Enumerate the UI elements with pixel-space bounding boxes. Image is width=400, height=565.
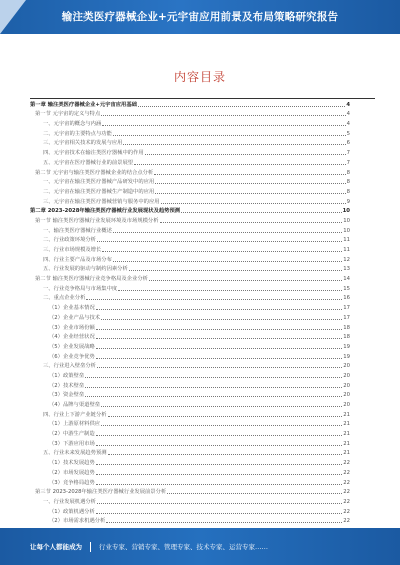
toc-entry-title: 一、输注类医疗器械行业概述 xyxy=(43,227,112,234)
toc-entry-title: （2）技术壁垒 xyxy=(49,382,85,389)
toc-entry-page: 5 xyxy=(346,130,350,137)
toc-entry-title: 第一节 输注类医疗器械行业发展环境及市场规模分析 xyxy=(35,217,159,224)
toc-dot-leader xyxy=(154,174,345,175)
toc-entry-title: （5）企业发展战略 xyxy=(49,343,95,350)
toc-entry-title: 四、行业主要产品及市场分布 xyxy=(43,256,112,263)
toc-entry[interactable] xyxy=(30,235,350,245)
toc-entry-title: （2）市场需求机遇分析 xyxy=(49,518,106,525)
toc-entry-title: 五、行业发展的驱动与制约因素分析 xyxy=(43,266,128,273)
toc-dot-leader xyxy=(155,193,345,194)
toc-entry-title: （1）技术发展趋势 xyxy=(49,460,95,467)
toc-entry[interactable] xyxy=(30,370,350,380)
toc-entry-title: （1）政策壁垒 xyxy=(49,372,85,379)
toc-entry[interactable] xyxy=(30,496,350,506)
toc-entry-title: 四、行业上下游产业链分析 xyxy=(43,411,107,418)
toc-entry-page: 21 xyxy=(343,411,350,418)
toc-entry-title: 五、行业未来发展趋势预测 xyxy=(43,450,107,457)
toc-entry-page: 7 xyxy=(346,159,350,166)
table-of-contents xyxy=(30,99,350,525)
toc-dot-leader xyxy=(85,396,342,397)
toc-entry-title: （2）市场发展趋势 xyxy=(49,469,95,476)
toc-entry[interactable] xyxy=(30,244,350,254)
toc-entry-page: 14 xyxy=(343,276,350,283)
toc-entry-page: 11 xyxy=(343,237,350,244)
toc-entry-page: 17 xyxy=(343,314,350,321)
toc-entry-page: 9 xyxy=(346,198,350,205)
toc-entry-page: 21 xyxy=(343,421,350,428)
toc-entry[interactable] xyxy=(30,428,350,438)
toc-entry[interactable] xyxy=(30,196,350,206)
toc-entry[interactable] xyxy=(30,380,350,390)
toc-entry-title: 三、行业市场规模及增长 xyxy=(43,247,102,253)
toc-entry[interactable] xyxy=(30,448,350,458)
toc-entry-title: 五、元宇宙在医疗器械行业的前景展望 xyxy=(43,159,134,166)
toc-dot-leader xyxy=(96,484,343,485)
toc-entry-title: （3）下游应用市场 xyxy=(49,440,95,447)
toc-entry-page: 10 xyxy=(342,208,350,215)
toc-entry[interactable] xyxy=(30,351,350,361)
toc-entry-page: 20 xyxy=(343,402,350,408)
toc-entry-title: 第二章 2023-2028年输注类医疗器械行业发展现状及趋势预测 xyxy=(30,208,181,215)
toc-entry-title: 三、元宇宙在输注类医疗器械营销与服务中的应用 xyxy=(43,198,160,205)
toc-entry-title: （1）企业基本情况 xyxy=(49,305,95,312)
toc-entry-page: 4 xyxy=(346,111,350,118)
toc-entry-page: 21 xyxy=(343,431,350,438)
toc-dot-leader xyxy=(96,464,343,465)
toc-entry[interactable] xyxy=(30,264,350,274)
toc-entry-page: 10 xyxy=(343,227,350,234)
toc-entry-title: （1）政策机遇分析 xyxy=(49,508,95,515)
toc-dot-leader xyxy=(96,445,343,446)
toc-entry[interactable] xyxy=(30,293,350,303)
toc-dot-leader xyxy=(108,454,343,455)
toc-entry-page: 22 xyxy=(343,479,350,486)
toc-entry[interactable] xyxy=(30,409,350,419)
toc-dot-leader xyxy=(97,241,342,242)
toc-dot-leader xyxy=(145,154,346,155)
toc-entry[interactable] xyxy=(30,177,350,187)
toc-dot-leader xyxy=(96,358,343,359)
toc-entry-title: 二、元宇宙的主要特点与功能 xyxy=(43,130,112,137)
toc-entry-title: 第二节 输注类医疗器械行业竞争格局及企业分析 xyxy=(35,276,148,283)
toc-entry[interactable] xyxy=(30,506,350,516)
footer-slogan xyxy=(30,542,268,552)
toc-dot-leader xyxy=(97,503,342,504)
toc-entry-page: 16 xyxy=(343,295,350,302)
toc-entry[interactable] xyxy=(30,457,350,467)
toc-entry-page: 21 xyxy=(343,440,350,447)
toc-entry-page: 20 xyxy=(343,392,350,399)
toc-dot-leader xyxy=(85,377,342,378)
toc-entry[interactable] xyxy=(30,138,350,148)
toc-entry[interactable] xyxy=(30,254,350,264)
toc-entry-page: 8 xyxy=(346,179,350,186)
toc-entry-title: 二、行业政策环境分析 xyxy=(43,237,96,244)
toc-entry-page: 20 xyxy=(343,372,350,379)
toc-entry-title: 一、行业发展机遇分析 xyxy=(43,498,96,505)
toc-entry-title: （3）企业市场份额 xyxy=(49,324,95,331)
toc-entry-page: 8 xyxy=(346,188,350,195)
toc-dot-leader xyxy=(102,125,345,126)
toc-entry[interactable] xyxy=(30,487,350,497)
toc-entry[interactable] xyxy=(30,302,350,312)
toc-entry[interactable] xyxy=(30,215,350,225)
toc-entry-page: 18 xyxy=(343,324,350,331)
toc-entry-page: 4 xyxy=(346,101,350,108)
toc-dot-leader xyxy=(149,280,342,281)
toc-dot-leader xyxy=(167,493,342,494)
toc-entry-title: 第一节 元宇宙的定义与特点 xyxy=(35,111,101,118)
toc-entry-title: 四、元宇宙技术在输注类医疗器械中的作用 xyxy=(43,150,144,157)
toc-entry-page: 19 xyxy=(343,343,350,350)
toc-entry-page: 7 xyxy=(346,150,350,157)
toc-entry[interactable] xyxy=(30,206,350,216)
toc-entry[interactable] xyxy=(30,399,350,409)
toc-entry-title: 三、行业进入壁垒分析 xyxy=(43,363,96,370)
report-header-bar xyxy=(0,0,400,34)
toc-dot-leader xyxy=(106,522,342,523)
toc-entry-title: （2）企业产品与技术 xyxy=(49,314,101,321)
toc-entry-page: 10 xyxy=(343,217,350,224)
toc-dot-leader xyxy=(96,513,343,514)
toc-dot-leader xyxy=(96,329,343,330)
toc-dot-leader xyxy=(123,144,345,145)
toc-entry[interactable] xyxy=(30,118,350,128)
toc-dot-leader xyxy=(86,299,342,300)
toc-entry[interactable] xyxy=(30,147,350,157)
toc-entry[interactable] xyxy=(30,361,350,371)
toc-entry[interactable] xyxy=(30,516,350,526)
toc-entry-title: 三、元宇宙相关技术的发展与应用 xyxy=(43,140,123,147)
toc-entry[interactable] xyxy=(30,477,350,487)
footer-separator xyxy=(90,542,91,552)
toc-dot-leader xyxy=(155,183,345,184)
toc-entry-title: 二、元宇宙在输注类医疗器械生产制造中的应用 xyxy=(43,188,155,195)
toc-dot-leader xyxy=(161,203,346,204)
toc-entry[interactable] xyxy=(30,332,350,342)
toc-entry-title: 二、重点企业分析 xyxy=(43,295,86,302)
toc-entry-page: 22 xyxy=(343,508,350,515)
toc-entry-title: （3）竞争格局趋势 xyxy=(49,479,95,486)
toc-entry-page: 20 xyxy=(343,382,350,389)
toc-dot-leader xyxy=(181,212,342,213)
toc-entry[interactable] xyxy=(30,467,350,477)
toc-entry[interactable] xyxy=(30,99,350,109)
toc-entry-page: 18 xyxy=(343,334,350,341)
toc-entry[interactable] xyxy=(30,225,350,235)
toc-entry-title: 第一章 输注类医疗器械企业+元宇宙应用基础 xyxy=(30,101,137,108)
toc-entry-title: （4）品牌与渠道壁垒 xyxy=(49,402,101,408)
toc-dot-leader xyxy=(118,290,342,291)
toc-dot-leader xyxy=(96,338,343,339)
toc-entry[interactable] xyxy=(30,186,350,196)
toc-dot-leader xyxy=(97,367,342,368)
toc-entry[interactable] xyxy=(30,283,350,293)
toc-entry[interactable] xyxy=(30,273,350,283)
toc-entry-title: （2）中游生产制造 xyxy=(49,431,95,438)
toc-entry[interactable] xyxy=(30,341,350,351)
toc-entry-page: 21 xyxy=(343,450,350,457)
toc-entry[interactable] xyxy=(30,390,350,400)
toc-entry-page: 8 xyxy=(346,169,350,176)
toc-entry[interactable] xyxy=(30,167,350,177)
toc-entry-page: 11 xyxy=(343,247,350,253)
footer-roles: 行业专家、营销专家、管理专家、技术专家、运营专家…… xyxy=(99,543,268,551)
report-title: 输注类医疗器械企业+元宇宙应用前景及布局策略研究报告 xyxy=(61,11,339,23)
toc-dot-leader xyxy=(96,435,343,436)
toc-entry-page: 15 xyxy=(343,285,350,292)
toc-entry-title: 第二节 元宇宙与输注类医疗器械企业的结合点分析 xyxy=(35,169,154,176)
toc-entry[interactable] xyxy=(30,312,350,322)
toc-dot-leader xyxy=(96,348,343,349)
toc-dot-leader xyxy=(129,270,342,271)
toc-dot-leader xyxy=(96,309,343,310)
toc-entry-page: 13 xyxy=(343,266,350,273)
footer-bar xyxy=(0,528,400,565)
toc-dot-leader xyxy=(108,416,343,417)
toc-dot-leader xyxy=(102,251,342,252)
toc-entry-page: 12 xyxy=(343,256,350,263)
toc-entry-title: 第三节 2023-2028年输注类医疗器械行业发展前景分析 xyxy=(35,489,167,496)
toc-entry-page: 20 xyxy=(343,363,350,370)
toc-entry[interactable] xyxy=(30,419,350,429)
toc-entry-title: （6）企业竞争优势 xyxy=(49,353,95,360)
toc-dot-leader xyxy=(113,261,342,262)
toc-dot-leader xyxy=(160,222,343,223)
toc-entry[interactable] xyxy=(30,109,350,119)
toc-entry-page: 22 xyxy=(343,469,350,476)
footer-lead: 让每个人都能成为 xyxy=(30,543,82,551)
toc-dot-leader xyxy=(101,319,342,320)
toc-heading: 内容目录 xyxy=(173,70,226,84)
toc-entry-page: 22 xyxy=(343,460,350,467)
toc-entry-title: 一、元宇宙在输注类医疗器械产品研发中的应用 xyxy=(43,179,155,186)
toc-entry[interactable] xyxy=(30,128,350,138)
toc-entry-title: 一、元宇宙的概念与内涵 xyxy=(43,121,102,128)
toc-entry-title: （1）上游原材料供应 xyxy=(49,421,101,428)
toc-entry-page: 19 xyxy=(343,353,350,360)
toc-entry-page: 22 xyxy=(343,489,350,496)
toc-entry[interactable] xyxy=(30,438,350,448)
toc-dot-leader xyxy=(101,115,345,116)
toc-dot-leader xyxy=(134,164,346,165)
toc-dot-leader xyxy=(85,387,342,388)
toc-entry-title: 一、行业竞争格局与市场集中度 xyxy=(43,285,118,292)
toc-entry-page: 22 xyxy=(343,498,350,505)
toc-dot-leader xyxy=(101,406,342,407)
toc-entry-page: 17 xyxy=(343,305,350,312)
toc-dot-leader xyxy=(113,135,346,136)
toc-dot-leader xyxy=(138,106,345,107)
toc-entry-page: 22 xyxy=(343,518,350,525)
toc-entry[interactable] xyxy=(30,322,350,332)
toc-dot-leader xyxy=(101,425,342,426)
toc-entry-title: （4）企业经营状况 xyxy=(49,334,95,341)
toc-entry-title: （3）资金壁垒 xyxy=(49,392,85,399)
toc-entry[interactable] xyxy=(30,157,350,167)
toc-entry-page: 6 xyxy=(346,140,350,147)
toc-dot-leader xyxy=(113,232,342,233)
toc-entry-page: 4 xyxy=(346,121,350,128)
toc-dot-leader xyxy=(96,474,343,475)
